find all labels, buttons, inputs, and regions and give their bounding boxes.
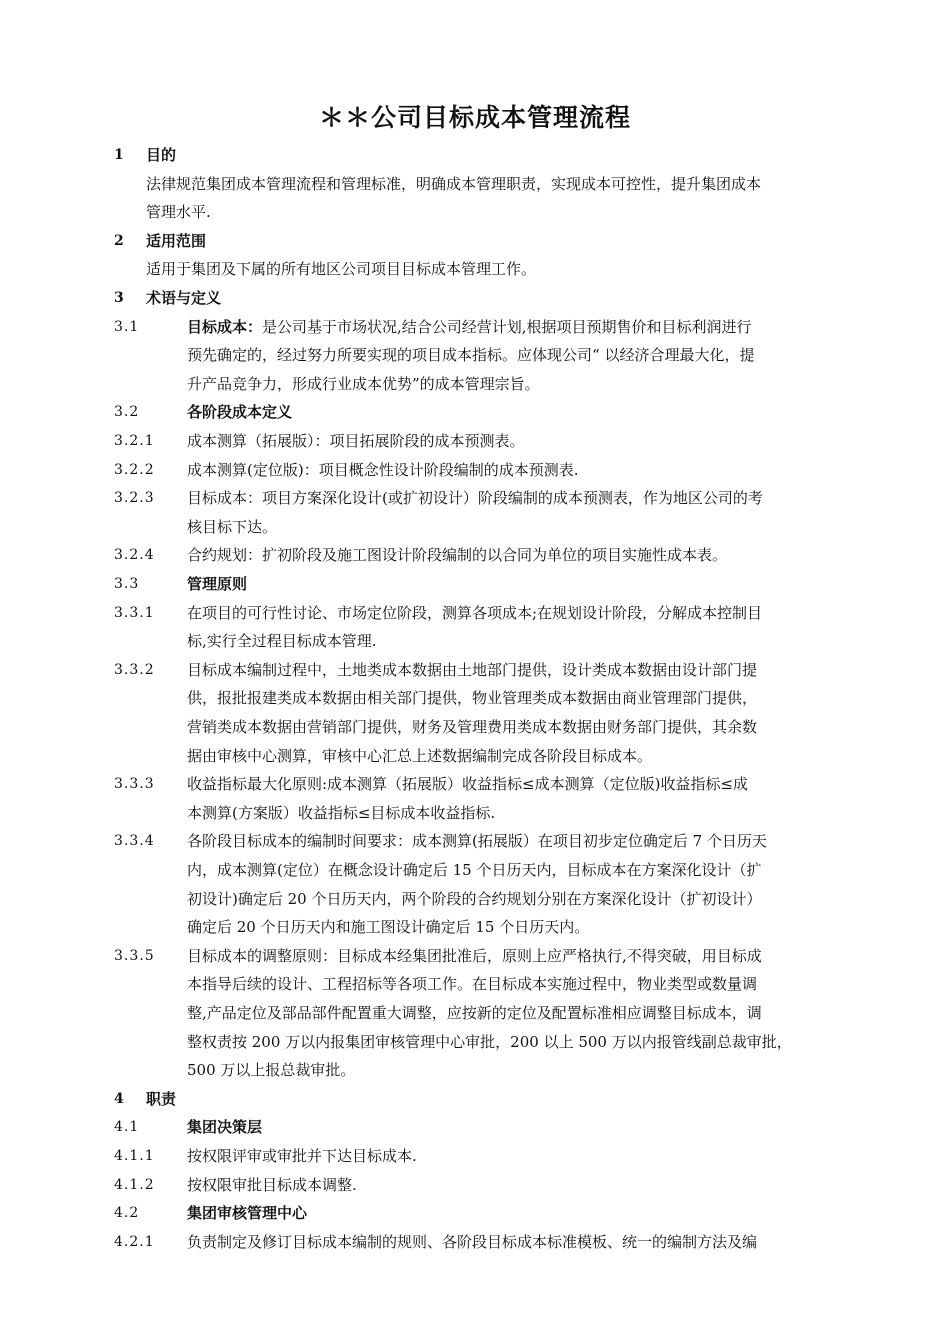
section-text: [187, 599, 847, 656]
section-number: 3.3: [114, 576, 140, 592]
section-number: 3.2.3: [114, 490, 155, 507]
line-text: 内，成本测算(定位）在概念设计确定后 15 个日历天内，目标成本在方案深化设计（扩: [187, 860, 762, 879]
line-text: 在项目的可行性讨论、市场定位阶段，测算各项成本;在规划设计阶段，分解成本控制目: [187, 603, 763, 622]
section-text: [187, 570, 847, 599]
section-text: [187, 827, 847, 941]
section-number: 2: [114, 232, 125, 249]
page-title: ＊＊公司目标成本管理流程: [318, 103, 631, 132]
section-text: [187, 541, 847, 570]
section-number: 1: [114, 147, 125, 163]
section-text: [187, 456, 847, 485]
line-text: 合约规划：扩初阶段及施工图设计阶段编制的以合同为单位的项目实施性成本表。: [187, 546, 728, 565]
line-text: 是公司基于市场状况,结合公司经营计划,根据项目预期售价和目标利润进行: [262, 317, 752, 336]
text-line: [187, 541, 847, 570]
section-text: [187, 1142, 847, 1171]
text-line: [187, 656, 847, 685]
text-line: [187, 427, 847, 456]
line-text: 营销类成本数据由营销部门提供，财务及管理费用类成本数据由财务部门提供，其余数: [187, 717, 758, 736]
line-text: 整,产品定位及部品部件配置重大调整，应按新的定位及配置标准相应调整目标成本，调: [187, 1003, 762, 1022]
text-line: [187, 970, 847, 999]
section-number: 3.2.4: [114, 547, 155, 564]
line-text: 按权限评审或审批并下达目标成本.: [187, 1147, 417, 1165]
text-line: [187, 1142, 847, 1171]
section-number: 3.3.5: [114, 947, 155, 964]
section-text: [146, 1085, 806, 1114]
section-text: [187, 1199, 847, 1228]
line-text: 供，报批报建类成本数据由相关部门提供，物业管理类成本数据由商业管理部门提供，: [187, 689, 758, 708]
section-text: [187, 942, 847, 1085]
line-text: 据由审核中心测算，审核中心汇总上述数据编制完成各阶段目标成本。: [187, 746, 653, 765]
line-text: 管理水平.: [146, 203, 211, 222]
section-text: [146, 170, 846, 227]
line-text: 按权限审批目标成本调整.: [187, 1175, 357, 1194]
line-text: 本指导后续的设计、工程招标等各项工作。在目标成本实施过程中，物业类型或数量调: [187, 975, 758, 994]
section-number: 4.1.1: [114, 1148, 155, 1164]
text-line: [187, 599, 847, 628]
section-title: 管理原则: [187, 575, 248, 593]
text-line: [187, 770, 847, 799]
text-line: [187, 313, 847, 342]
section-number: 4: [114, 1090, 125, 1107]
section-text: [187, 1113, 847, 1142]
section-number: 3: [114, 290, 125, 306]
section-number: 4.2.1: [114, 1233, 155, 1250]
text-line: [187, 799, 847, 828]
line-text: 成本测算（拓展版）：项目拓展阶段的成本预测表。: [187, 432, 525, 450]
line-text: 确定后 20 个日历天内和施工图设计确定后 15 个日历天内。: [187, 918, 590, 937]
section-title: 各阶段成本定义: [187, 403, 293, 422]
section-number: 3.2.2: [114, 461, 155, 478]
line-text: 本测算(方案版）收益指标≤目标成本收益指标.: [187, 803, 496, 822]
section-text: [187, 1171, 847, 1200]
line-text: 负责制定及修订目标成本编制的规则、各阶段目标成本标准模板、统一的编制方法及编: [187, 1232, 758, 1251]
text-line: [146, 198, 846, 227]
section-title: 术语与定义: [146, 289, 222, 307]
section-title: 集团决策层: [187, 1118, 263, 1137]
line-text: 目标成本：项目方案深化设计(或扩初设计）阶段编制的成本预测表，作为地区公司的考: [187, 489, 763, 508]
text-line: [187, 713, 847, 742]
section-title: 目的: [146, 146, 177, 164]
section-number: 3.2.1: [114, 433, 155, 449]
text-line: [187, 684, 847, 713]
section-title: 职责: [146, 1089, 177, 1108]
text-line: [187, 627, 847, 656]
section-text: [146, 284, 806, 313]
section-text: [146, 255, 846, 284]
line-text: 法律规范集团成本管理流程和管理标准，明确成本管理职责，实现成本可控性，提升集团成本: [146, 174, 762, 193]
section-title: 适用范围: [146, 231, 207, 250]
line-text: 标,实行全过程目标成本管理.: [187, 632, 377, 651]
text-line: [146, 255, 846, 284]
text-line: [187, 484, 847, 513]
text-line: [187, 827, 847, 856]
line-text: 初设计)确定后 20 个日历天内，两个阶段的合约规划分别在方案深化设计（扩初设计）: [187, 889, 762, 908]
section-text: [187, 1228, 847, 1257]
line-text: 核目标下达。: [187, 517, 278, 536]
section-number: 3.3.4: [114, 833, 155, 850]
line-text: 预先确定的，经过努力所要实现的项目成本指标。应体现公司“ 以经济合理最大化，提: [187, 346, 755, 365]
section-number: 4.1: [114, 1119, 140, 1136]
line-text: 目标成本的调整原则：目标成本经集团批准后，原则上应严格执行,不得突破，用目标成: [187, 946, 762, 965]
section-text: [187, 484, 847, 541]
text-line: [146, 170, 846, 199]
line-text: 目标成本编制过程中，土地类成本数据由土地部门提供，设计类成本数据由设计部门提: [187, 660, 758, 679]
section-number: 3.2: [114, 404, 140, 421]
line-text: 成本测算(定位版)：项目概念性设计阶段编制的成本预测表.: [187, 460, 579, 479]
text-line: [187, 513, 847, 542]
text-line: [187, 1228, 847, 1257]
text-line: [187, 742, 847, 771]
line-text: 收益指标最大化原则:成本测算（拓展版）收益指标≤成本测算（定位版)收益指标≤成: [187, 775, 749, 794]
line-text: 适用于集团及下属的所有地区公司项目目标成本管理工作。: [146, 260, 537, 279]
text-line: [187, 999, 847, 1028]
section-title: 集团审核管理中心: [187, 1204, 308, 1223]
text-line: [187, 341, 847, 370]
text-line: [187, 942, 847, 971]
section-number: 3.3.2: [114, 661, 155, 678]
section-text: [187, 313, 847, 399]
line-text: 整权责按 200 万以内报集团审核管理中心审批，200 以上 500 万以内报管线副总裁审批，: [187, 1032, 792, 1051]
text-line: [187, 913, 847, 942]
section-number: 4.2: [114, 1205, 140, 1222]
section-number: 3.3.3: [114, 776, 155, 793]
section-text: [187, 656, 847, 770]
term-label: 目标成本：: [187, 317, 263, 336]
line-text: 各阶段目标成本的编制时间要求：成本测算(拓展版）在项目初步定位确定后 7 个日历天: [187, 832, 767, 851]
section-text: [187, 398, 847, 427]
text-line: [187, 856, 847, 885]
section-text: [187, 427, 847, 456]
line-text: 升产品竞争力，形成行业成本优势”的成本管理宗旨。: [187, 374, 540, 393]
section-number: 4.1.2: [114, 1176, 155, 1193]
text-line: [187, 1171, 847, 1200]
section-number: 3.1: [114, 318, 140, 335]
section-text: [187, 770, 847, 827]
text-line: [187, 1028, 847, 1057]
line-text: 500 万以上报总裁审批。: [187, 1061, 356, 1080]
section-text: [146, 227, 806, 256]
text-line: [187, 885, 847, 914]
section-text: [146, 141, 806, 170]
section-number: 3.3.1: [114, 604, 155, 621]
text-line: [187, 370, 847, 399]
text-line: [187, 456, 847, 485]
text-line: [187, 1056, 847, 1085]
